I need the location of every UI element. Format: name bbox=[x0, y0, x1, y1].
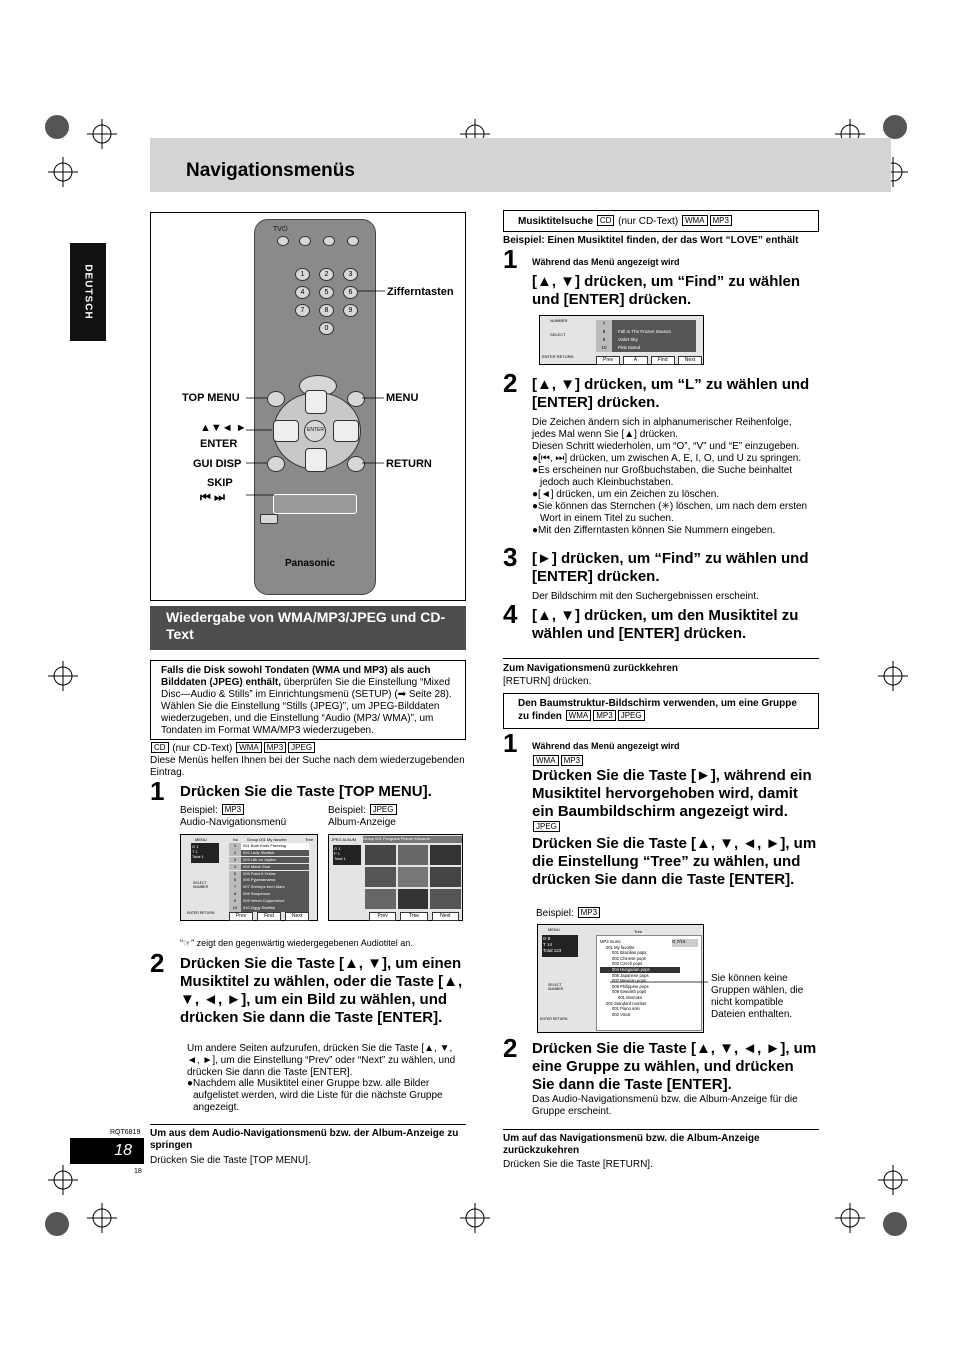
step2-bullet: ●Nachdem alle Musiktitel einer Gruppe bzw. alle Bilder aufgelistet werden, wird die Liste für die nächste Gruppe angezeigt. bbox=[187, 1078, 443, 1113]
find-prev-button[interactable]: Prev bbox=[596, 356, 620, 365]
side-tab-label: DEUTSCH bbox=[82, 264, 94, 320]
digit-button-0[interactable]: 0 bbox=[319, 322, 334, 335]
result-number: 8 bbox=[596, 328, 612, 336]
tree-step2-number: 2 bbox=[503, 1033, 518, 1063]
tree-item[interactable]: 001 Momoko bbox=[618, 994, 643, 1000]
info-text: überprüfen Sie die Einstellung “Mixed Disc—Audio & Stills” im Einrichtungsmenü (SETUP) (➡ Seite 28). Wählen Sie die Einstellung “Stills (JPEG)”, um JPEG-Bilddaten wiederzugeben, und die Einstellung “Audio (MP3/ WMA)”, um Tondaten im Format WMA/MP3 wiederzugeben. bbox=[161, 677, 452, 736]
tree-item-list bbox=[600, 939, 680, 1017]
play-mode-button[interactable] bbox=[260, 514, 278, 524]
tree-step1-heading-a: Drücken Sie die Taste [►], während ein Musiktitel hervorgehoben wird, damit ein Baumbildschirm angezeigt wird. bbox=[532, 767, 812, 820]
clock-button[interactable] bbox=[323, 236, 335, 246]
left-footer-rule bbox=[150, 1124, 466, 1125]
digit-button-4[interactable]: 4 bbox=[295, 286, 310, 299]
thumbnail[interactable] bbox=[398, 889, 429, 909]
right-button[interactable] bbox=[333, 420, 359, 442]
find-next-button[interactable]: Next bbox=[678, 356, 702, 365]
tree-step1-number: 1 bbox=[503, 728, 518, 758]
find-screen: NUMBER SELECT ENTER RETURN 7 8 Fall In The Frozen Season 9 Violet Sky 10 Pink Island Prev A Find Next bbox=[539, 315, 704, 365]
track-number: 1 bbox=[229, 843, 241, 850]
digit-button-2[interactable]: 2 bbox=[319, 268, 334, 281]
table-row[interactable] bbox=[229, 905, 309, 912]
track-title: 009 Velvet Cuppermine bbox=[241, 898, 309, 905]
tree-box: Den Baumstruktur-Bildschirm verwenden, um eine Gruppe zu finden WMA MP3 JPEG bbox=[503, 693, 819, 729]
side-tab bbox=[70, 243, 106, 341]
bullet-item: ●Mit den Zifferntasten können Sie Nummern eingeben. bbox=[532, 525, 776, 536]
callout-skip: SKIP bbox=[207, 477, 233, 489]
tree-while: Während das Menü angezeigt wird bbox=[532, 741, 680, 751]
find-find-button[interactable]: Find bbox=[651, 356, 675, 365]
tree-status: G 8 T 14 Total 123 bbox=[542, 935, 578, 957]
left-button[interactable] bbox=[273, 420, 299, 442]
thumbnail[interactable] bbox=[430, 867, 461, 887]
bullet-item: ●Es erscheinen nur Großbuchstaben, die Suche beinhaltet jedoch auch Kleinbuchstaben. bbox=[532, 465, 793, 488]
remote-brand: Panasonic bbox=[285, 558, 336, 569]
step-r3-heading: [►] drücken, um “Find” zu wählen und [ENTER] drücken. bbox=[532, 550, 809, 585]
top-menu-button[interactable] bbox=[267, 391, 285, 407]
remote-control: TV⏻ 1 2 3 4 5 6 7 8 9 0 ENTER Panasonic bbox=[254, 219, 376, 595]
audio-buttons bbox=[229, 912, 309, 921]
table-row[interactable] bbox=[596, 320, 696, 328]
audio-find-button[interactable]: Find bbox=[257, 912, 281, 921]
find-result-list bbox=[596, 320, 696, 352]
step-r1-number: 1 bbox=[503, 244, 518, 274]
tree-item[interactable]: 003 Czech pops bbox=[612, 961, 643, 967]
track-title: 010 Ziggy Starfish bbox=[241, 905, 309, 912]
table-row[interactable] bbox=[229, 850, 309, 857]
result-title: Violet Sky bbox=[612, 336, 696, 344]
bullet-item: ●[◄] drücken, um ein Zeichen zu löschen. bbox=[532, 489, 720, 500]
tree-note: Sie können keine Gruppen wählen, die nicht kompatible Dateien enthalten. bbox=[711, 973, 804, 1020]
tree-step2-body: Das Audio-Navigationsmenü bzw. die Album-Anzeige für die Gruppe erscheint. bbox=[532, 1094, 798, 1117]
find-a-button[interactable]: A bbox=[623, 356, 647, 365]
example1-label: Beispiel: MP3 bbox=[180, 804, 245, 817]
skip-buttons[interactable] bbox=[273, 494, 357, 514]
step-r3-number: 3 bbox=[503, 542, 518, 572]
result-title: Fall In The Frozen Season bbox=[612, 328, 696, 336]
info-box bbox=[150, 660, 466, 740]
result-title bbox=[612, 320, 696, 328]
audio-next-button[interactable]: Next bbox=[285, 912, 309, 921]
return-button[interactable] bbox=[347, 456, 365, 472]
digit-button-8[interactable]: 8 bbox=[319, 304, 334, 317]
album-display-screen: JPEG ALBUM Group 001 Penguins Picture Moname G 1 P 1 Total 1 Prev Tree Next bbox=[328, 834, 463, 921]
callout-arrows: ▲▼◄ ► bbox=[200, 422, 247, 434]
table-row[interactable] bbox=[229, 898, 309, 905]
album-status: G 1 P 1 Total 1 bbox=[333, 845, 361, 865]
track-title: 008 Starperson bbox=[241, 891, 309, 898]
callout-gui-disp: GUI DISP bbox=[193, 458, 242, 470]
tree-screen: MENU Tree G 8 T 14 Total 123 SELECT NUMBER ENTER RETURN G 7/16 MP3 music 001 My favorite 001 Brazilian pops 002 Chinese pops 003 Czech pops 004 Hungarian pops 005 Japanese pops 007 Mexican pops 008 Philippine pops 009 Swedish pops 001 Momoko 002 Standard number 001 Piano solo 002 Vocal bbox=[537, 924, 704, 1033]
thumbnail[interactable] bbox=[398, 845, 429, 865]
tree-step1-heading-b: Drücken Sie die Taste [▲, ▼, ◄, ►], um die Einstellung “Tree” zu wählen, und drücken Sie dann die Taste [ENTER]. bbox=[532, 835, 817, 888]
example1-caption: Audio-Navigationsmenü bbox=[180, 817, 287, 828]
digit-button-9[interactable]: 9 bbox=[343, 304, 358, 317]
setup-button[interactable] bbox=[299, 236, 311, 246]
tree-item[interactable]: MP3 music bbox=[600, 939, 621, 944]
tree-item[interactable]: 008 Philippine pops bbox=[612, 983, 649, 989]
tv-power-button[interactable] bbox=[277, 236, 289, 246]
thumbnail[interactable] bbox=[365, 889, 396, 909]
track-number: 5 bbox=[229, 871, 241, 878]
tree-item[interactable]: 002 Vocal bbox=[612, 1011, 631, 1017]
audio-navigation-screen: MENU No Group 001 My favorite Tree G 1 T 1 Total 1 SELECT NUMBER ENTER RETURN 1 001 Both Ends Freezing 2 002 Lady Starfish 3 003 Life on Jupiter 4 004 Metal Glue 5 005 Paint It Yellow 6 006 Pyjamamama 7 007 Shrimps from Mars 8 008 Starperson 9 009 Velvet Cuppermine 10 010 Ziggy Starfish Prev Find Next bbox=[180, 834, 318, 921]
track-number: 10 bbox=[229, 905, 241, 912]
audio-prev-button[interactable]: Prev bbox=[229, 912, 253, 921]
step-r2-body1: Die Zeichen ändern sich in alphanumerischer Reihenfolge, jedes Mal wenn Sie [▲] drücken. bbox=[532, 417, 792, 440]
audio-track-list bbox=[229, 843, 309, 912]
track-title: 001 Both Ends Freezing bbox=[241, 843, 309, 850]
example2-label: Beispiel: JPEG bbox=[328, 804, 398, 817]
callout-return: RETURN bbox=[386, 458, 432, 470]
step2-heading: Drücken Sie die Taste [▲, ▼], um einen Musiktitel zu wählen, oder die Taste [▲, ▼, ◄, ►], um ein Bild zu wählen, und drücken Sie dann die Taste [ENTER]. bbox=[180, 955, 463, 1026]
step-r3-body: Der Bildschirm mit den Suchergebnissen erscheint. bbox=[532, 591, 759, 602]
step2-body: Um andere Seiten aufzurufen, drücken Sie die Taste [▲, ▼, ◄, ►], um die Einstellung “Prev” oder “Next” zu wählen, und drücken Sie dann die Taste [ENTER]. bbox=[187, 1043, 456, 1078]
thumbnail[interactable] bbox=[430, 845, 461, 865]
digit-button-3[interactable]: 3 bbox=[343, 268, 358, 281]
search-box: Musiktitelsuche CD (nur CD-Text) WMA MP3 bbox=[503, 210, 819, 232]
page-title: Navigationsmenüs bbox=[186, 160, 355, 181]
track-number: 8 bbox=[229, 891, 241, 898]
digit-button-7[interactable]: 7 bbox=[295, 304, 310, 317]
callout-enter: ENTER bbox=[200, 438, 238, 450]
return-heading: Zum Navigationsmenü zurückkehren bbox=[503, 663, 679, 674]
left-footer-text: Drücken Sie die Taste [TOP MENU]. bbox=[150, 1155, 311, 1166]
digit-button-5[interactable]: 5 bbox=[319, 286, 334, 299]
tree-item[interactable]: 001 Piano solo bbox=[612, 1006, 640, 1012]
tree-item[interactable]: 005 Japanese pops bbox=[612, 972, 649, 978]
format-line: CD (nur CD-Text) WMA MP3 JPEG bbox=[150, 742, 316, 755]
callout-zifferntasten: Zifferntasten bbox=[387, 286, 454, 298]
callout-top-menu: TOP MENU bbox=[182, 392, 240, 404]
album-buttons bbox=[369, 912, 459, 921]
tree-item[interactable]: 002 Chinese pops bbox=[612, 955, 646, 961]
tree-item[interactable]: 007 Mexican pops bbox=[612, 978, 646, 984]
tree-item[interactable]: 002 Standard number bbox=[606, 1000, 647, 1006]
right-footer-rule bbox=[503, 1129, 819, 1130]
page-number: 18 bbox=[70, 1138, 144, 1164]
up-button[interactable] bbox=[305, 390, 327, 414]
bullet-item: ●Sie können das Sternchen (✳) löschen, um nach dem ersten Wort in einem Titel zu suchen. bbox=[532, 501, 808, 524]
track-number: 2 bbox=[229, 850, 241, 857]
tree-item[interactable]: 009 Swedish pops bbox=[612, 989, 647, 995]
intro-text: Diese Menüs helfen Ihnen bei der Suche nach dem wiederzugebenden Eintrag. bbox=[150, 755, 465, 778]
digit-button-6[interactable]: 6 bbox=[343, 286, 358, 299]
thumbnail[interactable] bbox=[365, 867, 396, 887]
track-title: 005 Paint It Yellow bbox=[241, 871, 309, 878]
step-r1-while: Während das Menü angezeigt wird bbox=[532, 257, 680, 267]
track-number: 3 bbox=[229, 857, 241, 864]
example2-caption: Album-Anzeige bbox=[328, 817, 396, 828]
album-prev-button[interactable]: Prev bbox=[369, 912, 396, 921]
album-thumbnails bbox=[365, 845, 461, 909]
down-button[interactable] bbox=[305, 448, 327, 472]
table-row[interactable] bbox=[229, 864, 309, 871]
step1-heading: Drücken Sie die Taste [TOP MENU]. bbox=[180, 783, 432, 800]
track-number: 6 bbox=[229, 877, 241, 884]
step-r2-body2: Diesen Schritt wiederholen, um “O”, “V” und “E” einzugeben. bbox=[532, 441, 800, 452]
track-title: 003 Life on Jupiter bbox=[241, 857, 309, 864]
tree-example-label: Beispiel: MP3 bbox=[536, 907, 601, 920]
page-number-small: 18 bbox=[134, 1168, 142, 1175]
digit-button-1[interactable]: 1 bbox=[295, 268, 310, 281]
track-title: 007 Shrimps from Mars bbox=[241, 884, 309, 891]
return-text: [RETURN] drücken. bbox=[503, 676, 592, 687]
step-r2-heading: [▲, ▼] drücken, um “L” zu wählen und [ENTER] drücken. bbox=[532, 376, 810, 411]
table-row[interactable] bbox=[229, 871, 309, 878]
right-footer-text: Drücken Sie die Taste [RETURN]. bbox=[503, 1159, 653, 1170]
table-row[interactable] bbox=[229, 843, 309, 850]
section-title: Wiedergabe von WMA/MP3/JPEG und CD-Text bbox=[150, 606, 466, 650]
doc-code: RQT6819 bbox=[110, 1129, 141, 1136]
find-buttons bbox=[596, 356, 702, 365]
table-row[interactable] bbox=[229, 891, 309, 898]
result-number: 9 bbox=[596, 336, 612, 344]
step-r1-heading: [▲, ▼] drücken, um “Find” zu wählen und [ENTER] drücken. bbox=[532, 273, 801, 308]
result-title: Pink Island bbox=[612, 344, 696, 352]
thumbnail[interactable] bbox=[398, 867, 429, 887]
tree-item[interactable]: 004 Hungarian pops bbox=[600, 967, 680, 973]
track-title: 004 Metal Glue bbox=[241, 864, 309, 871]
track-number: 7 bbox=[229, 884, 241, 891]
info-bold: Falls die Disk sowohl Tondaten (WMA und MP3) als auch Bilddaten (JPEG) enthält, bbox=[161, 665, 431, 688]
callout-menu: MENU bbox=[386, 392, 419, 404]
thumbnail[interactable] bbox=[430, 889, 461, 909]
left-footer-heading: Um aus dem Audio-Navigationsmenü bzw. der Album-Anzeige zu springen bbox=[150, 1128, 459, 1151]
table-row[interactable] bbox=[229, 877, 309, 884]
album-tree-button[interactable]: Tree bbox=[400, 912, 427, 921]
right-footer-heading: Um auf das Navigationsmenü bzw. die Album-Anzeige zurückzukehren bbox=[503, 1133, 760, 1156]
sleep-button[interactable] bbox=[347, 236, 359, 246]
thumbnail[interactable] bbox=[365, 845, 396, 865]
tree-item[interactable]: 001 My favorite bbox=[606, 944, 635, 950]
tree-item[interactable]: 001 Brazilian pops bbox=[612, 950, 647, 956]
tree-step2-heading: Drücken Sie die Taste [▲, ▼, ◄, ►], um eine Gruppe zu wählen, und drücken Sie dann die Taste [ENTER]. bbox=[532, 1040, 817, 1093]
example-love: Beispiel: Einen Musiktitel finden, der das Wort “LOVE” enthält bbox=[503, 235, 799, 246]
track-title: 006 Pyjamamama bbox=[241, 877, 309, 884]
bullet-item: ●[⏮, ⏭] drücken, um zwischen A, E, I, O, und U zu springen. bbox=[532, 453, 802, 464]
track-number: 9 bbox=[229, 898, 241, 905]
return-rule bbox=[503, 658, 819, 659]
tree-badge-b: JPEG bbox=[532, 821, 561, 834]
table-row[interactable] bbox=[229, 857, 309, 864]
step2-number: 2 bbox=[150, 948, 165, 978]
table-row[interactable] bbox=[596, 344, 696, 352]
table-row[interactable] bbox=[596, 328, 696, 336]
audio-status: G 1 T 1 Total 1 bbox=[191, 843, 219, 863]
callout-skip-icons: ⏮ ⏭ bbox=[200, 490, 225, 504]
step-r4-heading: [▲, ▼] drücken, um den Musiktitel zu wählen und [ENTER] drücken. bbox=[532, 607, 799, 642]
result-number: 7 bbox=[596, 320, 612, 328]
track-number: 4 bbox=[229, 864, 241, 871]
step-r4-number: 4 bbox=[503, 599, 518, 629]
note-current-track: “☞” zeigt den gegenwärtig wiedergegebenen Audiotitel an. bbox=[180, 938, 413, 948]
gui-disp-button[interactable] bbox=[267, 456, 285, 472]
table-row[interactable] bbox=[229, 884, 309, 891]
step-r2-number: 2 bbox=[503, 368, 518, 398]
result-number: 10 bbox=[596, 344, 612, 352]
table-row[interactable] bbox=[596, 336, 696, 344]
step1-number: 1 bbox=[150, 776, 165, 806]
step-r2-bullets bbox=[532, 453, 818, 537]
tree-badges-a: WMA MP3 bbox=[532, 755, 584, 768]
track-title: 002 Lady Starfish bbox=[241, 850, 309, 857]
album-next-button[interactable]: Next bbox=[432, 912, 459, 921]
